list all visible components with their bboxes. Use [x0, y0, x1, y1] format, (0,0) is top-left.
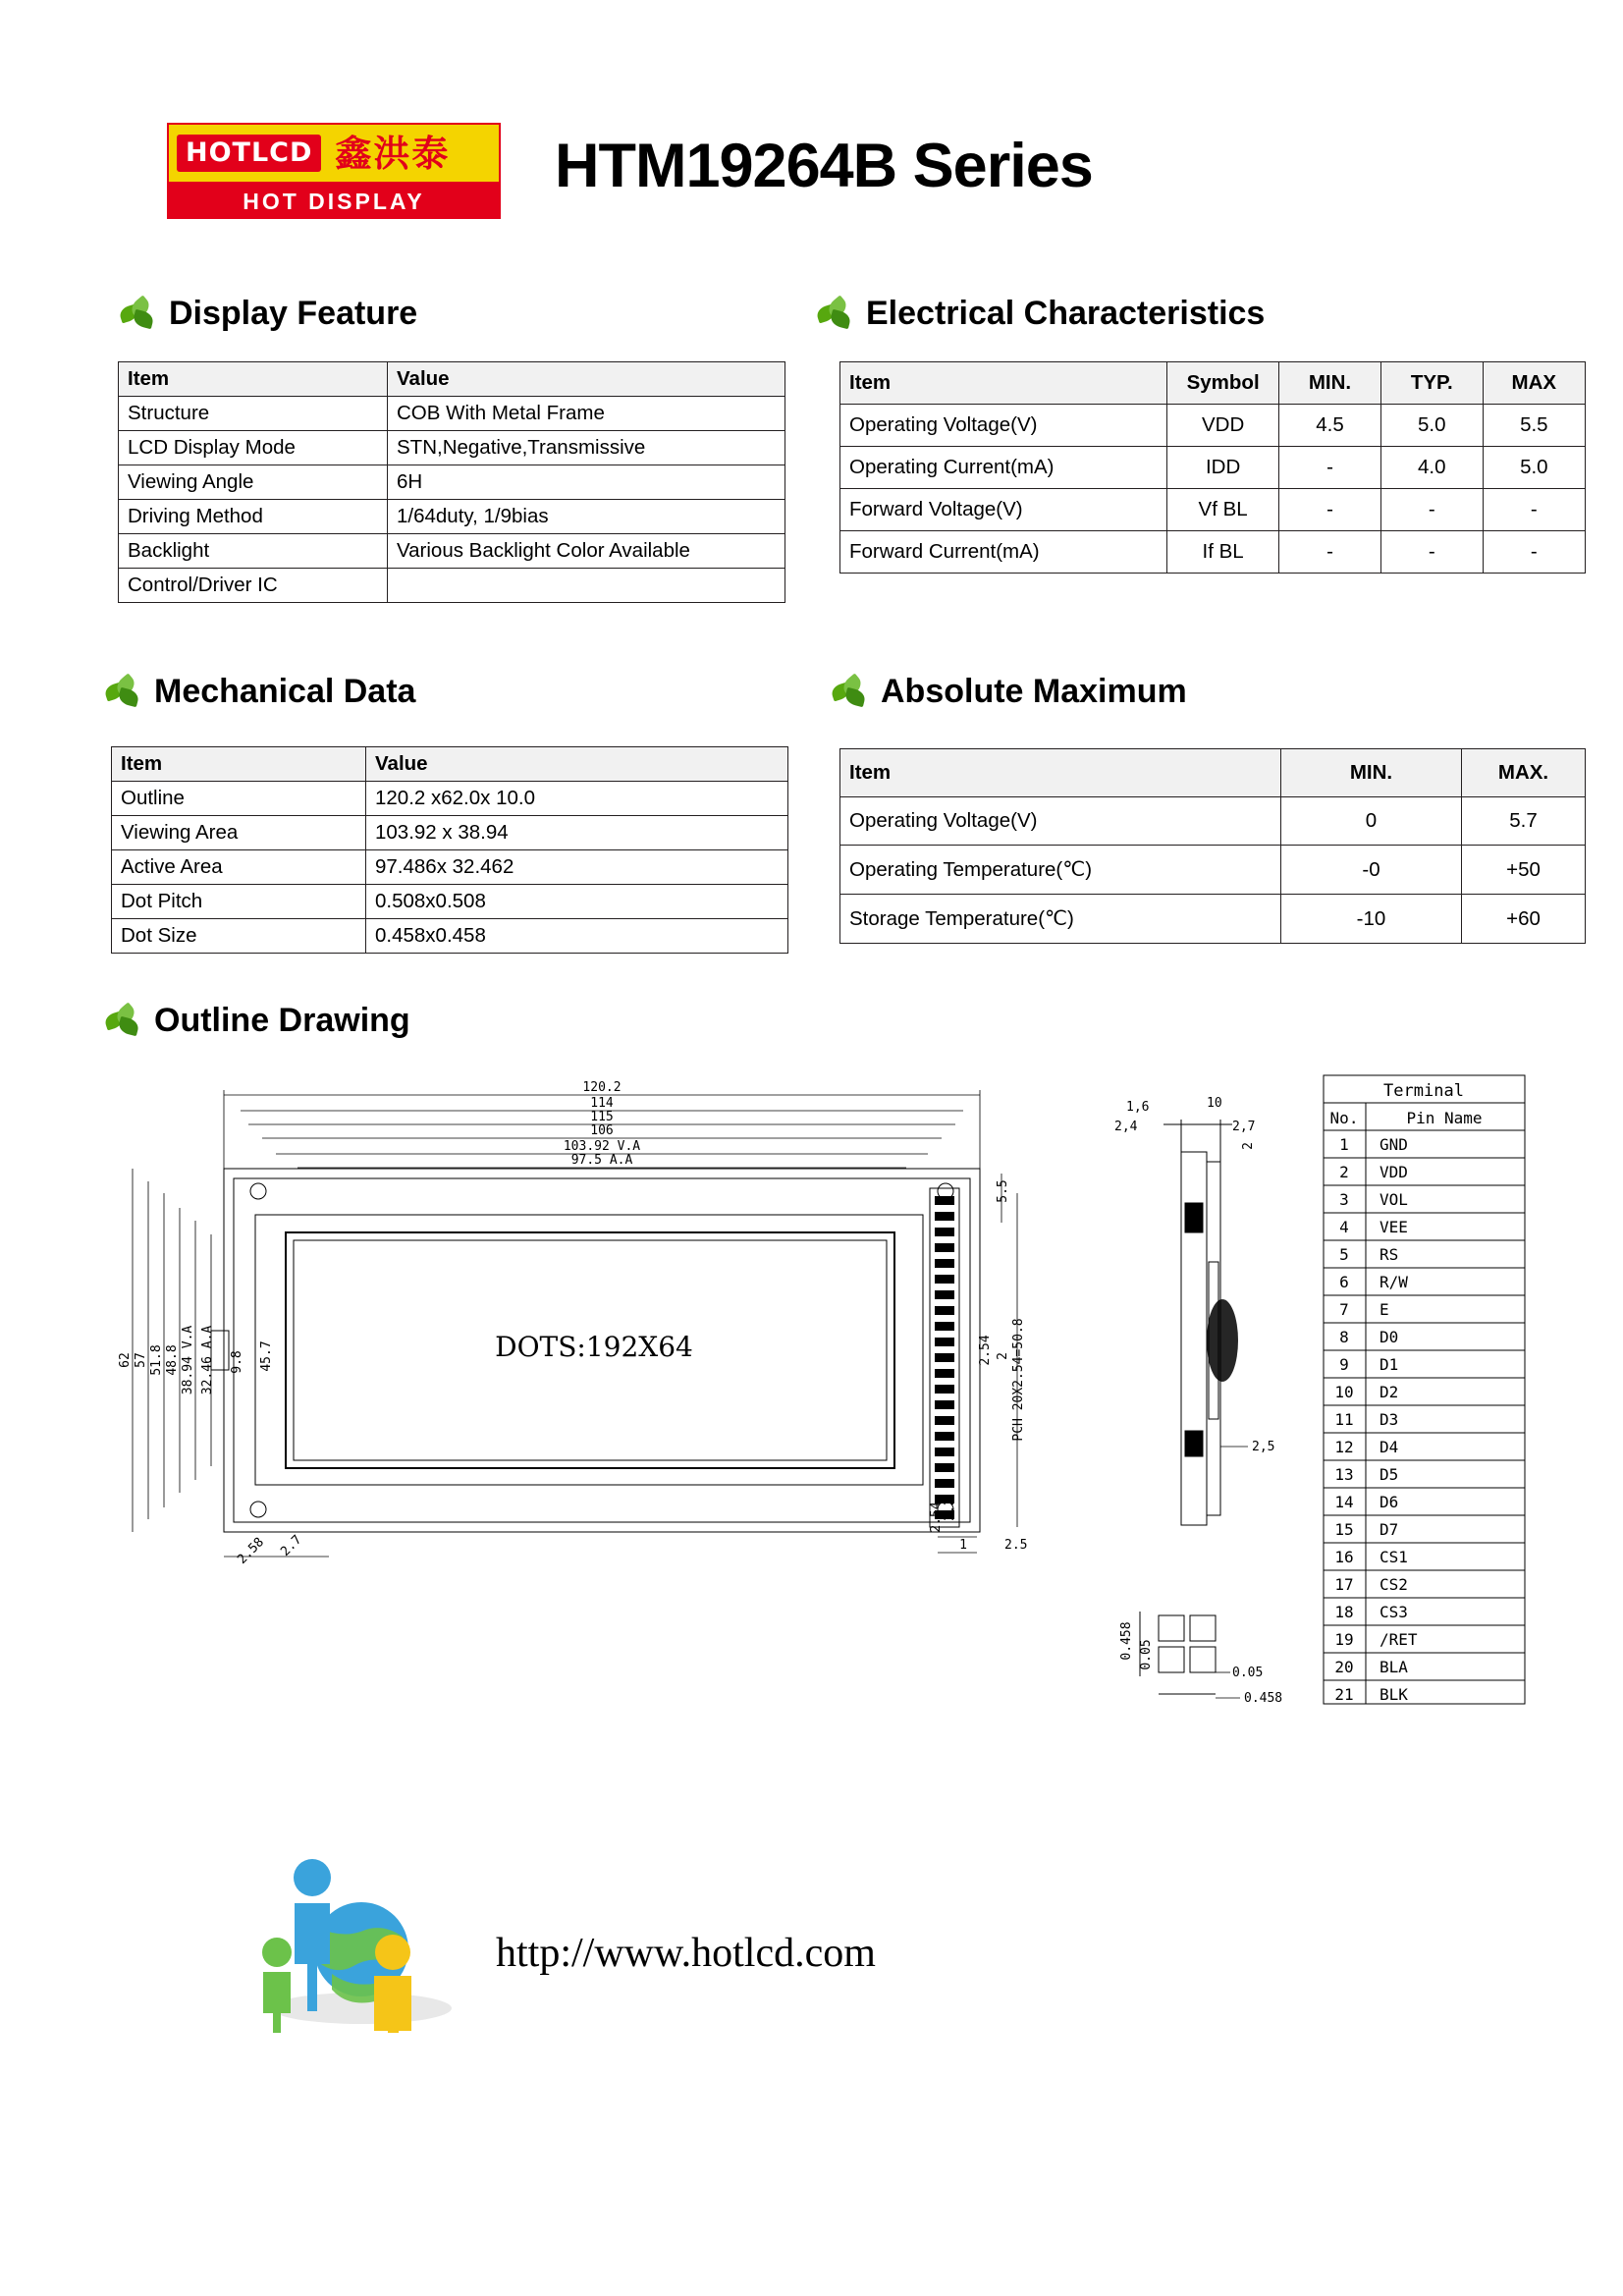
cell-min: -10 [1281, 895, 1462, 944]
leaf-icon [118, 298, 157, 331]
table-row [840, 489, 1586, 531]
terminal-row-pin-name: VEE [1380, 1218, 1408, 1236]
page-header [167, 123, 1483, 221]
section-title-text: Electrical Characteristics [866, 295, 1266, 332]
col-symbol: Symbol [1167, 362, 1279, 405]
outline-drawing [93, 1066, 1546, 1753]
svg-text:38.94 V.A: 38.94 V.A [181, 1325, 195, 1395]
display-feature-table [118, 361, 785, 603]
cell-value: 0.508x0.508 [366, 885, 788, 919]
cell-min: - [1279, 531, 1381, 574]
terminal-row-number: 18 [1334, 1603, 1354, 1621]
cell-value [388, 569, 785, 603]
cell-item: Outline [112, 782, 366, 816]
cell-item: LCD Display Mode [119, 431, 388, 465]
website-url[interactable]: http://www.hotlcd.com [496, 1931, 876, 1976]
leaf-icon [830, 676, 869, 709]
table-row [112, 782, 788, 816]
section-heading-mechanical [103, 673, 415, 711]
col-typ: TYP. [1380, 362, 1483, 405]
table-header-row [840, 362, 1586, 405]
terminal-row-number: 13 [1334, 1465, 1354, 1484]
terminal-row-number: 14 [1334, 1493, 1354, 1511]
leaf-icon [815, 298, 854, 331]
terminal-row-number: 8 [1339, 1328, 1349, 1346]
terminal-row-pin-name: CS2 [1380, 1575, 1408, 1594]
cell-item: Dot Pitch [112, 885, 366, 919]
svg-text:2: 2 [996, 1352, 1010, 1360]
table-row [119, 569, 785, 603]
col-max: MAX. [1462, 749, 1586, 797]
svg-text:1: 1 [959, 1538, 967, 1553]
table-header-row [119, 362, 785, 397]
cell-item: Operating Temperature(℃) [840, 846, 1281, 895]
cell-max: 5.7 [1462, 797, 1586, 846]
svg-text:2.54: 2.54 [929, 1502, 944, 1533]
logo-latin-text: HOTLCD [177, 135, 321, 172]
cell-item: Viewing Angle [119, 465, 388, 500]
section-title-text: Outline Drawing [154, 1002, 410, 1039]
section-heading-outline-drawing [103, 1002, 410, 1040]
table-row [112, 850, 788, 885]
cell-item: Operating Voltage(V) [840, 405, 1167, 447]
table-header-row [840, 749, 1586, 797]
col-value: Value [388, 362, 785, 397]
table-row [119, 465, 785, 500]
cell-typ: 5.0 [1380, 405, 1483, 447]
terminal-row-pin-name: D7 [1380, 1520, 1399, 1539]
svg-text:57: 57 [134, 1352, 148, 1368]
svg-text:2.2: 2.2 [943, 1498, 957, 1521]
terminal-row-number: 15 [1334, 1520, 1354, 1539]
cell-item: Storage Temperature(℃) [840, 895, 1281, 944]
table-row [119, 500, 785, 534]
cell-item: Driving Method [119, 500, 388, 534]
terminal-row-number: 12 [1334, 1438, 1354, 1456]
svg-text:2.58: 2.58 [235, 1535, 267, 1567]
svg-text:106: 106 [590, 1123, 614, 1138]
svg-text:2.5: 2.5 [1004, 1538, 1028, 1553]
cell-value: 6H [388, 465, 785, 500]
cell-max: 5.5 [1483, 405, 1585, 447]
cell-min: -0 [1281, 846, 1462, 895]
terminal-row-pin-name: VOL [1380, 1190, 1408, 1209]
svg-text:0.458: 0.458 [1244, 1691, 1283, 1706]
cell-item: Control/Driver IC [119, 569, 388, 603]
cell-max: - [1483, 489, 1585, 531]
leaf-icon [103, 676, 142, 709]
cell-min: - [1279, 447, 1381, 489]
svg-text:DOTS:192X64: DOTS:192X64 [495, 1331, 693, 1363]
col-value: Value [366, 747, 788, 782]
svg-text:9.8: 9.8 [230, 1350, 244, 1374]
svg-text:48.8: 48.8 [165, 1344, 180, 1376]
col-min: MIN. [1279, 362, 1381, 405]
table-header-row [112, 747, 788, 782]
cell-symbol: IDD [1167, 447, 1279, 489]
mechanical-data-table [111, 746, 788, 954]
cell-value: Various Backlight Color Available [388, 534, 785, 569]
svg-text:115: 115 [590, 1110, 614, 1124]
table-row [112, 816, 788, 850]
terminal-row-number: 2 [1339, 1163, 1349, 1181]
terminal-row-number: 20 [1334, 1658, 1354, 1676]
table-row [112, 885, 788, 919]
svg-text:2,5: 2,5 [1252, 1440, 1275, 1454]
table-row [119, 431, 785, 465]
terminal-row-pin-name: /RET [1380, 1630, 1418, 1649]
svg-text:45.7: 45.7 [259, 1340, 274, 1372]
svg-text:62: 62 [118, 1352, 133, 1368]
terminal-row-pin-name: BLA [1380, 1658, 1408, 1676]
table-row [840, 531, 1586, 574]
table-row [112, 919, 788, 954]
cell-value: 1/64duty, 1/9bias [388, 500, 785, 534]
terminal-row-number: 6 [1339, 1273, 1349, 1291]
svg-text:10: 10 [1207, 1096, 1222, 1111]
globe-people-icon [236, 1827, 491, 2033]
cell-min: 4.5 [1279, 405, 1381, 447]
table-row [840, 846, 1586, 895]
cell-value: 97.486x 32.462 [366, 850, 788, 885]
terminal-row-pin-name: D4 [1380, 1438, 1399, 1456]
terminal-row-number: 17 [1334, 1575, 1354, 1594]
svg-text:51.8: 51.8 [149, 1344, 164, 1376]
cell-value: 120.2 x62.0x 10.0 [366, 782, 788, 816]
col-item: Item [119, 362, 388, 397]
terminal-row-number: 11 [1334, 1410, 1354, 1429]
cell-value: STN,Negative,Transmissive [388, 431, 785, 465]
logo-top-band [167, 123, 501, 184]
table-row [119, 534, 785, 569]
col-item: Item [840, 362, 1167, 405]
cell-value: 0.458x0.458 [366, 919, 788, 954]
terminal-row-pin-name: R/W [1380, 1273, 1408, 1291]
terminal-row-pin-name: E [1380, 1300, 1389, 1319]
logo-subtitle: HOT DISPLAY [167, 184, 501, 219]
cell-typ: 4.0 [1380, 447, 1483, 489]
section-title-text: Absolute Maximum [881, 673, 1187, 710]
svg-text:2,7: 2,7 [1232, 1120, 1256, 1134]
company-logo [167, 123, 501, 219]
cell-item: Operating Voltage(V) [840, 797, 1281, 846]
svg-text:32.46 A.A: 32.46 A.A [200, 1325, 215, 1395]
section-heading-electrical [815, 295, 1265, 333]
cell-item: Viewing Area [112, 816, 366, 850]
terminal-row-number: 5 [1339, 1245, 1349, 1264]
svg-text:97.5 A.A: 97.5 A.A [570, 1153, 633, 1168]
terminal-row-number: 7 [1339, 1300, 1349, 1319]
terminal-row-pin-name: CS3 [1380, 1603, 1408, 1621]
table-row [840, 797, 1586, 846]
table-row [840, 405, 1586, 447]
page-title: HTM19264B Series [555, 132, 1093, 200]
section-title-text: Display Feature [169, 295, 418, 332]
cell-value: 103.92 x 38.94 [366, 816, 788, 850]
cell-symbol: VDD [1167, 405, 1279, 447]
terminal-row-number: 10 [1334, 1383, 1354, 1401]
terminal-row-pin-name: VDD [1380, 1163, 1408, 1181]
section-title-text: Mechanical Data [154, 673, 416, 710]
svg-text:0.05: 0.05 [1139, 1639, 1154, 1670]
cell-item: Forward Current(mA) [840, 531, 1167, 574]
cell-min: 0 [1281, 797, 1462, 846]
section-heading-absolute-max [830, 673, 1187, 711]
cell-item: Active Area [112, 850, 366, 885]
terminal-row-pin-name: D2 [1380, 1383, 1399, 1401]
col-max: MAX [1483, 362, 1585, 405]
terminal-row-number: 1 [1339, 1135, 1349, 1154]
table-row [840, 447, 1586, 489]
cell-symbol: Vf BL [1167, 489, 1279, 531]
svg-text:PCH 20X2.54=50.8: PCH 20X2.54=50.8 [1011, 1318, 1026, 1442]
terminal-row-number: 9 [1339, 1355, 1349, 1374]
svg-text:2.54: 2.54 [978, 1335, 993, 1366]
terminal-row-pin-name: BLK [1380, 1685, 1408, 1704]
cell-item: Operating Current(mA) [840, 447, 1167, 489]
svg-text:120.2: 120.2 [582, 1080, 622, 1095]
svg-text:103.92 V.A: 103.92 V.A [563, 1139, 641, 1154]
cell-item: Forward Voltage(V) [840, 489, 1167, 531]
cell-min: - [1279, 489, 1381, 531]
section-heading-display-feature [118, 295, 417, 333]
cell-max: +50 [1462, 846, 1586, 895]
svg-text:2: 2 [1241, 1142, 1256, 1150]
table-row [119, 397, 785, 431]
terminal-row-pin-name: D0 [1380, 1328, 1399, 1346]
svg-text:No.: No. [1329, 1109, 1359, 1127]
cell-typ: - [1380, 489, 1483, 531]
terminal-row-pin-name: CS1 [1380, 1548, 1408, 1566]
col-min: MIN. [1281, 749, 1462, 797]
table-row [840, 895, 1586, 944]
cell-max: 5.0 [1483, 447, 1585, 489]
cell-item: Dot Size [112, 919, 366, 954]
svg-text:1,6: 1,6 [1126, 1100, 1150, 1115]
terminal-row-pin-name: D5 [1380, 1465, 1399, 1484]
logo-chinese-text: 鑫洪泰 [335, 132, 451, 175]
cell-item: Backlight [119, 534, 388, 569]
terminal-row-number: 3 [1339, 1190, 1349, 1209]
terminal-row-pin-name: GND [1380, 1135, 1408, 1154]
col-item: Item [112, 747, 366, 782]
cell-value: COB With Metal Frame [388, 397, 785, 431]
cell-item: Structure [119, 397, 388, 431]
terminal-row-pin-name: RS [1380, 1245, 1399, 1264]
terminal-row-pin-name: D3 [1380, 1410, 1399, 1429]
cell-max: +60 [1462, 895, 1586, 944]
svg-text:2,4: 2,4 [1114, 1120, 1138, 1134]
cell-symbol: If BL [1167, 531, 1279, 574]
col-item: Item [840, 749, 1281, 797]
terminal-row-number: 4 [1339, 1218, 1349, 1236]
svg-text:Terminal: Terminal [1383, 1081, 1464, 1101]
svg-text:0.05: 0.05 [1232, 1666, 1264, 1680]
leaf-icon [103, 1005, 142, 1038]
terminal-row-pin-name: D1 [1380, 1355, 1399, 1374]
absolute-maximum-table [839, 748, 1586, 944]
svg-text:Pin Name: Pin Name [1406, 1109, 1483, 1127]
svg-text:2.7: 2.7 [278, 1532, 305, 1559]
svg-text:5.5: 5.5 [996, 1179, 1010, 1203]
page-footer [128, 1827, 1011, 2043]
terminal-row-number: 21 [1334, 1685, 1354, 1704]
terminal-row-pin-name: D6 [1380, 1493, 1399, 1511]
terminal-row-number: 19 [1334, 1630, 1354, 1649]
svg-text:114: 114 [590, 1096, 614, 1111]
cell-typ: - [1380, 531, 1483, 574]
terminal-row-number: 16 [1334, 1548, 1354, 1566]
svg-text:0.458: 0.458 [1119, 1621, 1134, 1661]
cell-max: - [1483, 531, 1585, 574]
electrical-characteristics-table [839, 361, 1586, 574]
